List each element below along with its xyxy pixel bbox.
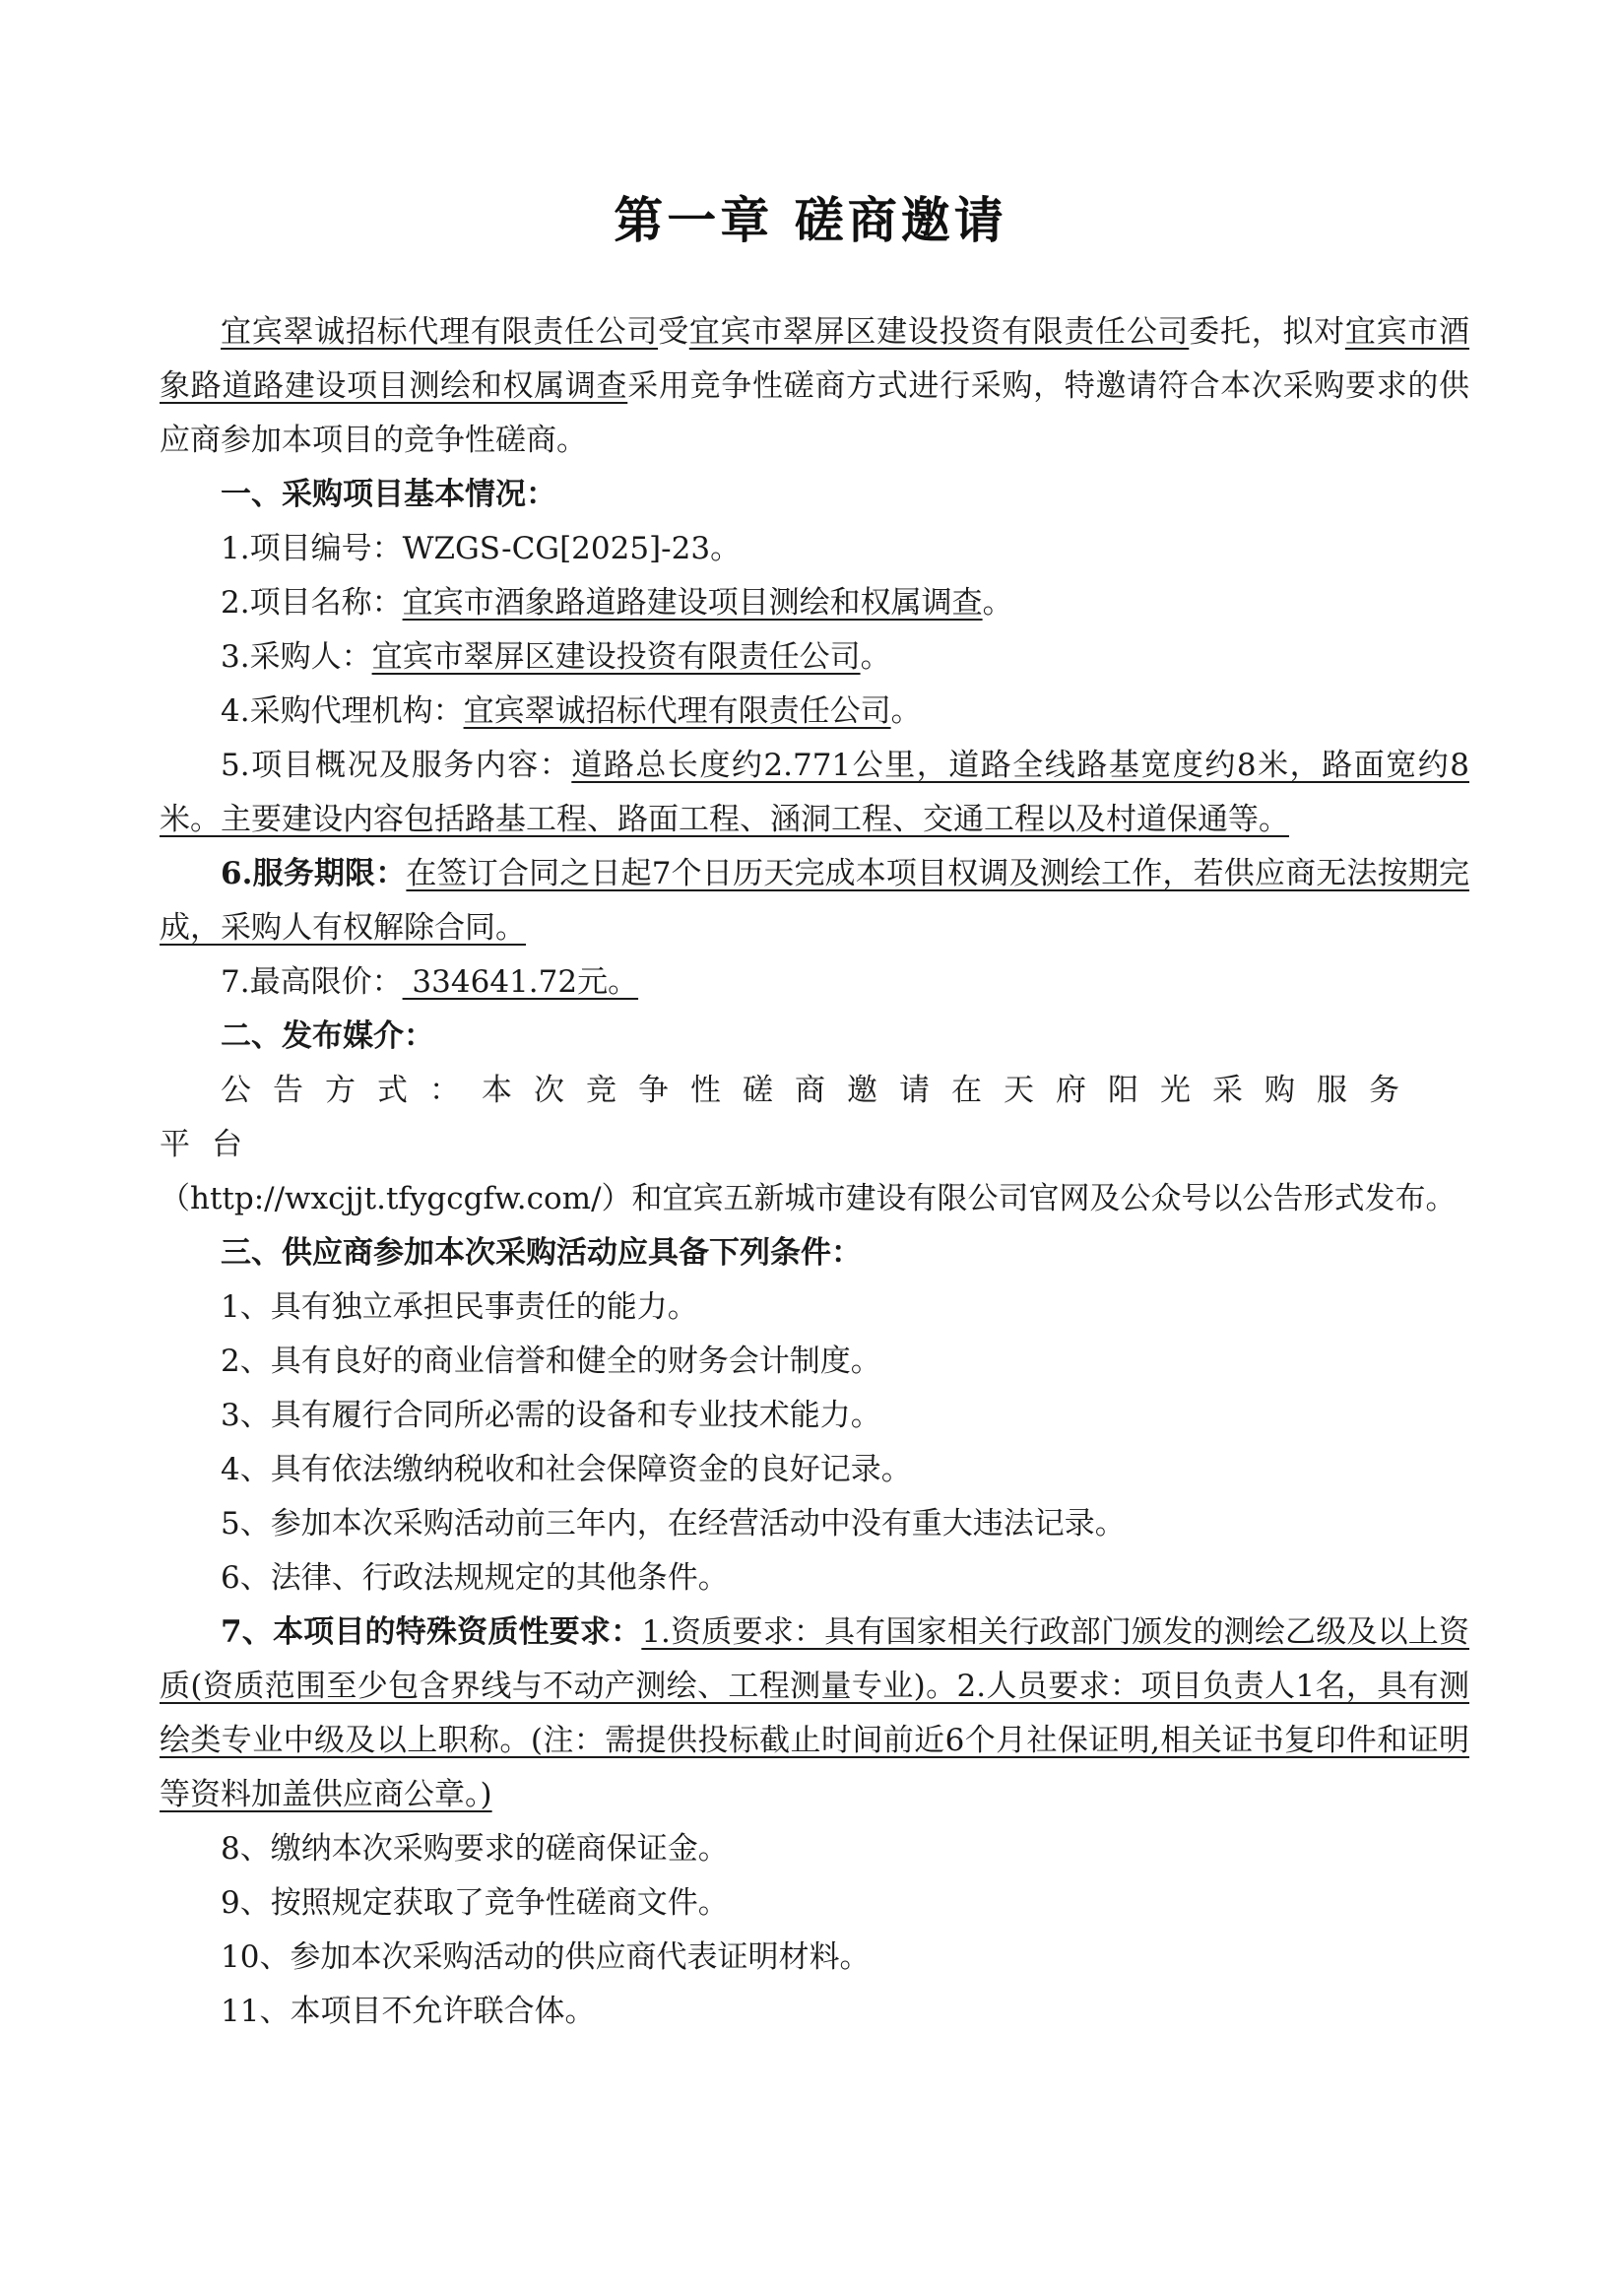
project-overview-item: 5.项目概况及服务内容：道路总长度约2.771公里，道路全线路基宽度约8米，路面宽约8米。主要建设内容包括路基工程、路面工程、涵洞工程、交通工程以及村道保通等。 — [160, 748, 1469, 837]
project-title-item: 2.项目名称：宜宾市酒象路道路建设项目测绘和权属调查。 — [221, 585, 1013, 621]
section-3-heading: 三、供应商参加本次采购活动应具备下列条件： — [221, 1235, 862, 1271]
purchaser-name: 宜宾市翠屏区建设投资有限责任公司 — [688, 314, 1190, 350]
announcement-line: 公告方式：本次竞争性磋商邀请在天府阳光采购服务平台 — [160, 1073, 1421, 1162]
chapter-title: 第一章 磋商邀请 — [614, 192, 1007, 249]
announcement-continued: （http://wxcjjt.tfygcgfw.com/）和宜宾五新城市建设有限公司官网及公众号以公告形式发布。 — [160, 1181, 1457, 1216]
condition-item: 4、具有依法缴纳税收和社会保障资金的良好记录。 — [221, 1452, 912, 1487]
max-price-item: 7.最高限价： 334641.72元。 — [221, 964, 639, 1000]
agency-name: 宜宾翠诚招标代理有限责任公司 — [221, 314, 659, 350]
project-name: 宜宾市酒象路道路建设项目测绘和权属调查 — [160, 314, 1470, 404]
condition-item: 6、法律、行政法规规定的其他条件。 — [221, 1560, 729, 1596]
condition-item: 10、参加本次采购活动的供应商代表证明材料。 — [221, 1939, 871, 1975]
condition-item: 11、本项目不允许联合体。 — [221, 1994, 596, 2029]
document-body — [160, 305, 1469, 2039]
purchaser-item: 3.采购人：宜宾市翠屏区建设投资有限责任公司。 — [221, 639, 891, 675]
condition-item: 3、具有履行合同所必需的设备和专业技术能力。 — [221, 1398, 881, 1433]
project-number: 1.项目编号：WZGS-CG[2025]-23。 — [221, 531, 742, 566]
condition-item: 1、具有独立承担民事责任的能力。 — [221, 1289, 698, 1325]
agency-item: 4.采购代理机构：宜宾翠诚招标代理有限责任公司。 — [221, 693, 922, 729]
section-2-heading: 二、发布媒介： — [221, 1018, 434, 1054]
special-qualification-item: 7、本项目的特殊资质性要求：1.资质要求：具有国家相关行政部门颁发的测绘乙级及以上资质(资质范围至少包含界线与不动产测绘、工程测量专业)。2.人员要求：项目负责人1名，具有测绘类专业中级及以上职称。(注：需提供投标截止时间前近6个月社保证明,相关证书复印件和证明等资料加盖供应商公章。) — [160, 1614, 1470, 1812]
condition-item: 9、按照规定获取了竞争性磋商文件。 — [221, 1885, 729, 1921]
condition-item: 8、缴纳本次采购要求的磋商保证金。 — [221, 1831, 729, 1867]
condition-item: 2、具有良好的商业信誉和健全的财务会计制度。 — [221, 1344, 881, 1379]
service-period-item: 6.服务期限：在签订合同之日起7个日历天完成本项目权调及测绘工作，若供应商无法按期完成，采购人有权解除合同。 — [160, 856, 1469, 946]
section-1-heading: 一、采购项目基本情况： — [221, 477, 556, 512]
intro-paragraph: 宜宾翠诚招标代理有限责任公司受宜宾市翠屏区建设投资有限责任公司委托，拟对宜宾市酒象路道路建设项目测绘和权属调查采用竞争性磋商方式进行采购，特邀请符合本次采购要求的供应商参加本项目的竞争性磋商。 — [160, 314, 1470, 458]
condition-item: 5、参加本次采购活动前三年内，在经营活动中没有重大违法记录。 — [221, 1506, 1126, 1542]
